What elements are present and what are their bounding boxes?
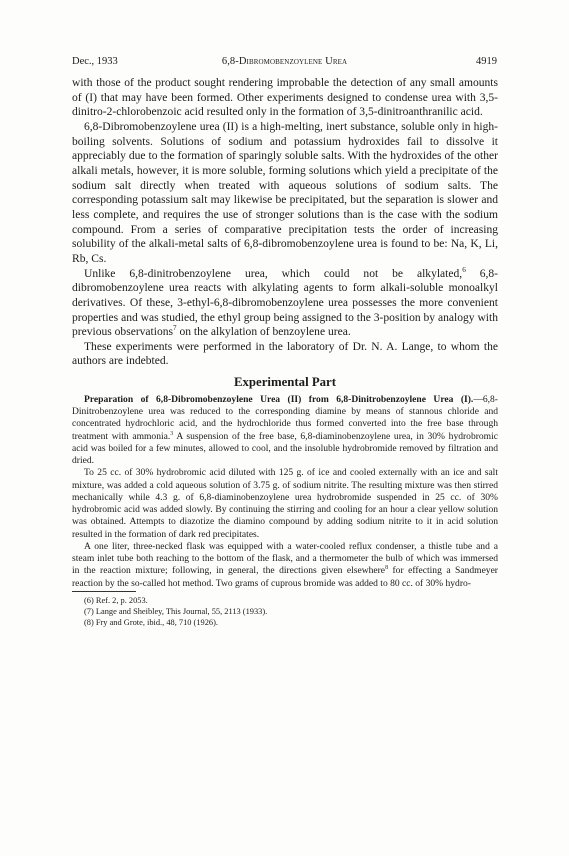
paragraph-4: These experiments were performed in the laboratory of Dr. N. A. Lange, to whom the authors are indebted. (72, 340, 498, 368)
paragraph-2: 6,8-Dibromobenzoylene urea (II) is a high-melting, inert substance, soluble only in high-boiling solvents. Solutions of sodium and potassium hydroxides fail to dissolve it appreciably due to the formation of sparingly soluble salts. With the hydroxides of the other alkali metals, however, it is more soluble, forming solutions which yield a precipitate of the sodium salt directly when treated with aqueous solutions of sodium salts. The corresponding potassium salt may likewise be precipitated, but the separation is slower and less complete, and requires the use of stronger solutions than is the case with the sodium compound. From a series of comparative precipitation tests the order of increasing solubility of the alkali-metal salts of 6,8-dibromobenzoylene urea is found to be: Na, K, Li, Rb, Cs. (72, 120, 498, 265)
experimental-paragraph-1 (72, 394, 498, 468)
footnotes (72, 595, 498, 628)
header-date: Dec., 1933 (72, 56, 118, 67)
experimental-section (72, 394, 498, 590)
footnote-6: (6) Ref. 2, p. 2053. (84, 595, 148, 605)
paragraph-1: with those of the product sought rendering improbable the detection of any small amounts of (I) that may have been formed. Other experiments designed to condense urea with 3,5-dinitro-2-chlorobenzoic acid resulted only in the formation of 3,5-dinitroanthranilic acid. (72, 77, 498, 119)
article-body (72, 76, 498, 628)
running-header (72, 56, 497, 70)
footnote-ref-7: 7 (173, 324, 177, 333)
paragraph-3-text-c: on the alkylation of benzoylene urea. (176, 326, 351, 339)
footnote-ref-3: 3 (170, 430, 174, 437)
page-number: 4919 (476, 56, 497, 67)
section-heading: Experimental Part (234, 375, 336, 390)
footnote-ref-6: 6 (462, 265, 466, 274)
paragraph-3-text-a: Unlike 6,8-dinitrobenzoylene urea, which could not be alkylated, (84, 267, 463, 280)
experimental-p3-text-b: for effecting a Sandmeyer reaction by the so-called hot method. Two grams of cuprous bromide was added to 80 cc. of 30% hydro- (72, 565, 498, 589)
paragraph-3-text-b: 6,8-dibromobenzoylene urea reacts with alkylating agents to form alkali-soluble monoalkyl derivatives. Of these, 3-ethyl-6,8-dibromobenzoylene urea possesses the more convenient properties and was studied, the ethyl group being assigned to the 3-position by analogy with previous observations (72, 267, 498, 339)
preparation-title: Preparation of 6,8-Dibromobenzoylene Urea (II) from 6,8-Dinitrobenzoylene Urea (I). (84, 393, 474, 405)
footnote-ref-8: 8 (385, 565, 389, 572)
header-title: 6,8-Dibromobenzoylene Urea (221, 56, 348, 67)
footnote-divider (72, 591, 136, 592)
experimental-paragraph-2: To 25 cc. of 30% hydrobromic acid diluted with 125 g. of ice and cooled externally with an ice and salt mixture, was added a cold aqueous solution of 3.75 g. of sodium nitrite. The resulting mixture was then stirred mechanically while 4.3 g. of 6,8-diaminobenzoylene urea hydrobromide suspended in 25 cc. of 30% hydrobromic acid was added slowly. By continuing the stirring and cooling for an hour a clear yellow solution was obtained. Attempts to diazotize the diamino compound by adding sodium nitrite to it in acid solution resulted in the formation of dark red precipitates. (72, 467, 498, 540)
experimental-p3-text-a: A one liter, three-necked flask was equipped with a water-cooled reflux condenser, a thistle tube and a steam inlet tube both reaching to the bottom of the flask, and a thermometer the bulb of which was immersed in the reaction mixture; following, in general, the directions given elsewhere (72, 540, 498, 577)
experimental-p1-text: —6,8-Dinitrobenzoylene urea was reduced to the corresponding diamine by means of stannous chloride and concentrated hydrochloric acid, and the hydrochloride thus formed converted into the free base through treatment with ammonia. (72, 393, 498, 442)
footnote-8: (8) Fry and Grote, ibid., 48, 710 (1926). (84, 617, 218, 627)
experimental-p1-text-b: A suspension of the free base, 6,8-diaminobenzoylene urea, in 30% hydrobromic acid was boiled for a few minutes, allowed to cool, and the insoluble hydrobromide removed by filtration and dried. (72, 430, 498, 467)
footnote-7: (7) Lange and Sheibley, This Journal, 55, 2113 (1933). (84, 606, 268, 616)
paragraph-3 (72, 267, 498, 340)
experimental-paragraph-3 (72, 541, 498, 590)
